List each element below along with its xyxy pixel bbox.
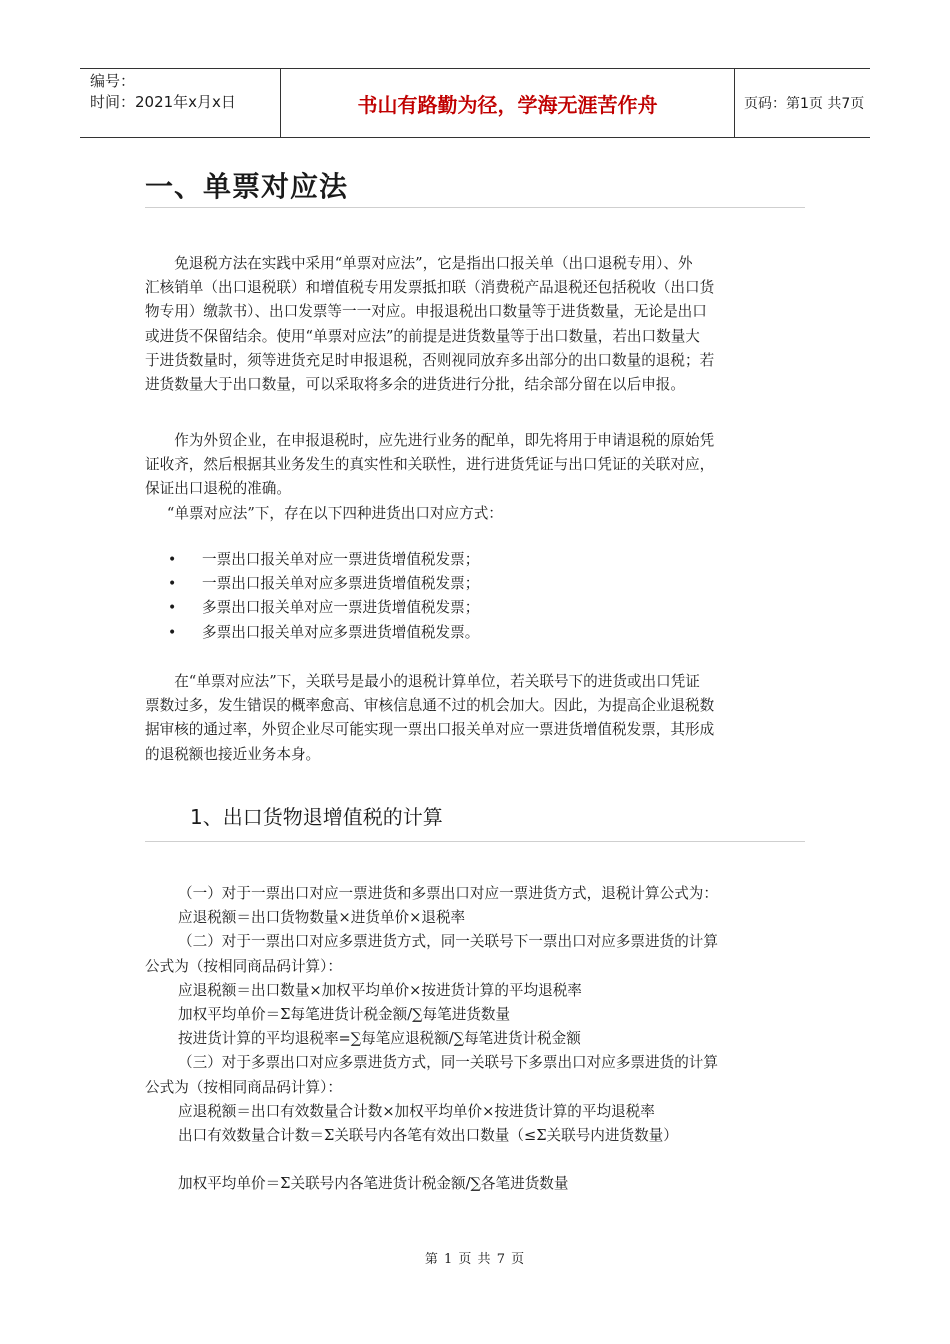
text-line: 物专用）缴款书）、出口发票等一一对应。申报退税出口数量等于进货数量，无论是出口 <box>145 303 707 321</box>
subsection-title-vat-refund: 1、出口货物退增值税的计算 <box>190 805 443 829</box>
text-line: “单票对应法”下，存在以下四种进货出口对应方式： <box>166 504 503 522</box>
bullet-icon: • <box>168 576 177 593</box>
matching-methods-list <box>168 548 479 645</box>
formula-line: 加权平均单价＝Σ每笔进货计税金额/∑每笔进货数量 <box>178 1006 511 1024</box>
text-line: 免退税方法在实践中采用“单票对应法”，它是指出口报关单（出口退税专用）、外 <box>174 255 693 272</box>
list-item: • 多票出口报关单对应多票进货增值税发票。 <box>168 621 479 645</box>
formula-line: 应退税额＝出口货物数量×进货单价×退税率 <box>178 909 466 927</box>
page-footer: 第 1 页 共 7 页 <box>424 1252 526 1267</box>
text-line: 在“单票对应法”下，关联号是最小的退税计算单位，若关联号下的进货或出口凭证 <box>174 673 700 690</box>
title-divider <box>145 207 805 208</box>
list-item: • 多票出口报关单对应一票进货增值税发票； <box>168 596 479 620</box>
formula-line: 应退税额＝出口有效数量合计数×加权平均单价×按进货计算的平均退税率 <box>178 1102 655 1120</box>
text-line: 进货数量大于出口数量，可以采取将多余的进货进行分批，结余部分留在以后申报。 <box>145 376 685 394</box>
text-line: 的退税额也接近业务本身。 <box>145 745 321 763</box>
text-line: 保证出口退税的准确。 <box>145 480 291 498</box>
doc-time-label: 时间：2021年x月x日 <box>90 93 236 111</box>
text-line: （一）对于一票出口对应一票进货和多票出口对应一票进货方式，退税计算公式为： <box>178 885 718 902</box>
text-line: 据审核的通过率，外贸企业尽可能实现一票出口报关单对应一票进货增值税发票，其形成 <box>145 721 715 739</box>
list-item: • 一票出口报关单对应多票进货增值税发票； <box>168 572 479 596</box>
text-line: 公式为（按相同商品码计算）： <box>145 1078 343 1096</box>
bullet-icon: • <box>168 600 177 617</box>
header-motto: 书山有路勤为径，学海无涯苦作舟 <box>280 69 735 137</box>
bullet-icon: • <box>168 552 177 568</box>
list-item: • 一票出口报关单对应一票进货增值税发票； <box>168 548 479 572</box>
paragraph-matching <box>145 429 801 526</box>
formula-line: 出口有效数量合计数＝Σ关联号内各笔有效出口数量（≤Σ关联号内进货数量） <box>178 1127 678 1145</box>
page-header <box>80 68 870 138</box>
text-line: 公式为（按相同商品码计算）： <box>145 957 343 975</box>
doc-number-label: 编号： <box>90 72 136 90</box>
text-line: 于进货数量时，须等进货充足时申报退税，否则视同放弃多出部分的出口数量的退税；若 <box>145 351 715 369</box>
text-line: 汇核销单（出口退税联）和增值税专用发票抵扣联（消费税产品退税还包括税收（出口货 <box>145 279 715 297</box>
bullet-icon: • <box>168 624 177 641</box>
text-line: 票数过多，发生错误的概率愈高、审核信息通不过的机会加大。因此，为提高企业退税数 <box>145 697 715 715</box>
header-page-info: 页码：第1页 共7页 <box>744 96 865 112</box>
formula-line: 按进货计算的平均退税率=∑每笔应退税额/∑每笔进货计税金额 <box>178 1030 581 1048</box>
section-title-single-ticket: 一、单票对应法 <box>145 170 349 203</box>
text-line: 或进货不保留结余。使用“单票对应法”的前提是进货数量等于出口数量，若出口数量大 <box>145 327 700 345</box>
formula-line: 加权平均单价＝Σ关联号内各笔进货计税金额/∑各笔进货数量 <box>178 1175 569 1193</box>
text-line: 作为外贸企业，在申报退税时，应先进行业务的配单，即先将用于申请退税的原始凭 <box>174 432 715 449</box>
header-meta <box>80 69 280 137</box>
paragraph-method-intro <box>145 252 801 397</box>
vat-refund-formulas <box>145 882 805 1196</box>
paragraph-association-number <box>145 670 801 767</box>
formula-line: 应退税额＝出口数量×加权平均单价×按进货计算的平均退税率 <box>178 981 582 999</box>
text-line: （二）对于一票出口对应多票进货方式，同一关联号下一票出口对应多票进货的计算 <box>178 933 718 951</box>
subsection-divider <box>145 841 805 842</box>
text-line: （三）对于多票出口对应多票进货方式，同一关联号下多票出口对应多票进货的计算 <box>178 1054 718 1072</box>
text-line: 证收齐，然后根据其业务发生的真实性和关联性，进行进货凭证与出口凭证的关联对应， <box>145 456 715 474</box>
